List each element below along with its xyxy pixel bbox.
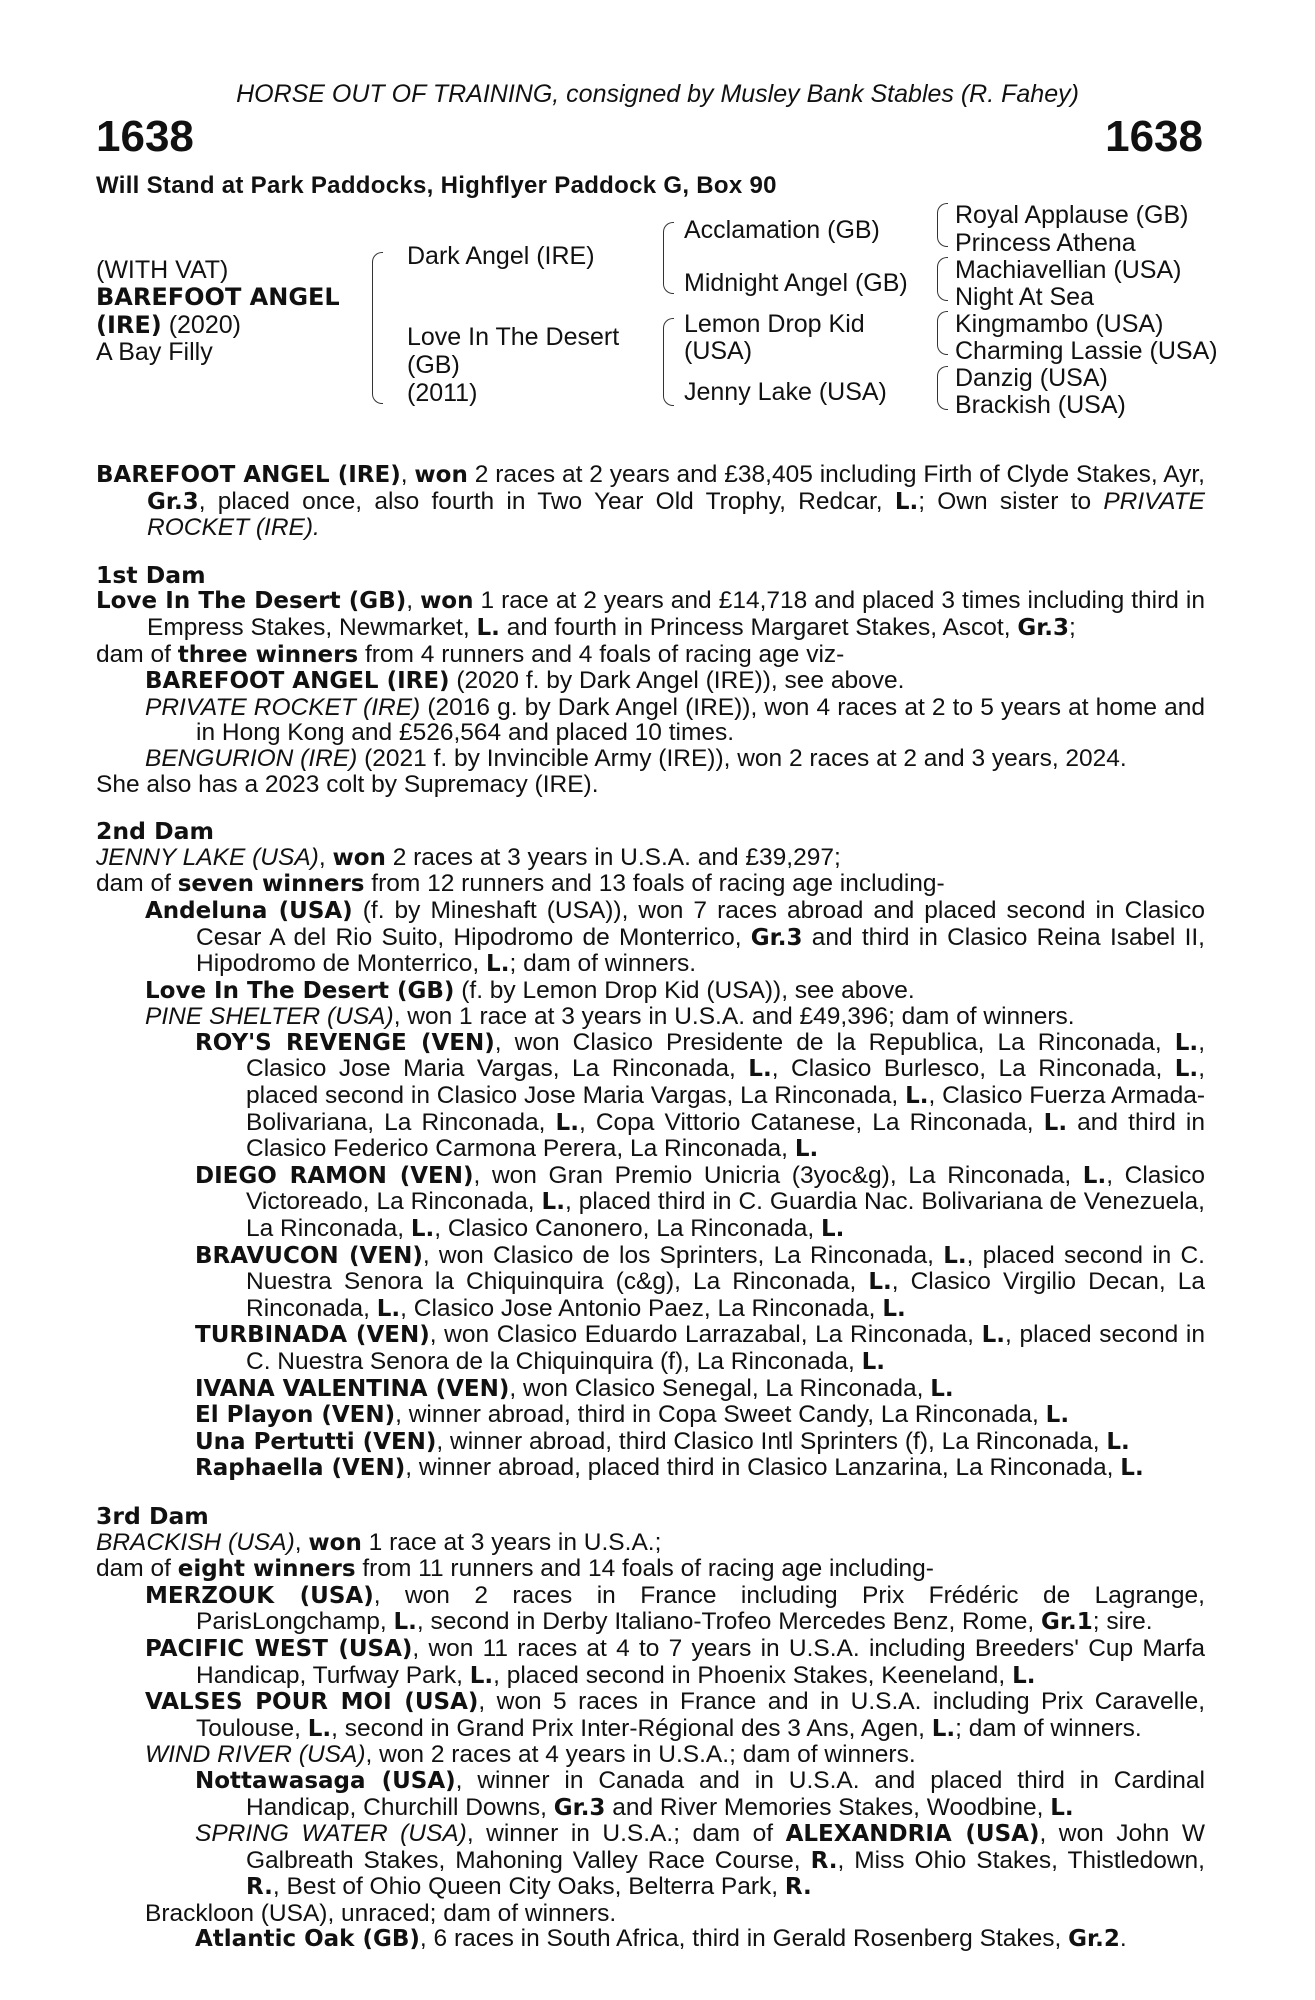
horse-description: A Bay Filly: [96, 338, 213, 366]
grandoffspring-spring-water: SPRING WATER (USA), winner in U.S.A.; dam of ALEXANDRIA (USA), won John W Galbreath Stakes, Mahoning Valley Race Course, R., Miss Ohio Stakes, Thistledown, R., Best of Ohio Queen City Oaks, Belterra Park, R.: [195, 1820, 1205, 1901]
grandoffspring-turbinada: TURBINADA (VEN), won Clasico Eduardo Larrazabal, La Rinconada, L., placed second in C. Nuestra Senora de la Chiquinquira (f), La Rinconada, L.: [195, 1321, 1205, 1375]
first-dam-offspring-1: BAREFOOT ANGEL (IRE) (2020 f. by Dark Angel (IRE)), see above.: [145, 667, 905, 695]
dam-dam: Jenny Lake (USA): [684, 378, 887, 406]
offspring-wind-river: WIND RIVER (USA), won 2 races at 4 years in U.S.A.; dam of winners.: [145, 1741, 916, 1769]
horse-name-country: (IRE) (2020): [96, 311, 241, 339]
second-dam-heading: 2nd Dam: [96, 817, 214, 846]
stand-location: Will Stand at Park Paddocks, Highflyer Paddock G, Box 90: [96, 172, 777, 199]
dam-dam-sire: Danzig (USA): [955, 364, 1108, 392]
grandoffspring-diego-ramon: DIEGO RAMON (VEN), won Gran Premio Unicria (3yoc&g), La Rinconada, L., Clasico Victoreado, La Rinconada, L., placed third in C. Guardia Nac. Bolivariana de Venezuela, La Rinconada, L., Clasico Canonero, La Rinconada, L.: [195, 1161, 1205, 1243]
dam-name-line2: (GB): [407, 351, 460, 379]
offspring-merzouk: MERZOUK (USA), won 2 races in France including Prix Frédéric de Lagrange, ParisLongchamp, L., second in Derby Italiano-Trofeo Mercedes Benz, Rome, Gr.1; sire.: [145, 1581, 1205, 1636]
dam-sire-sire: Kingmambo (USA): [955, 310, 1164, 338]
grandoffspring-ivana-valentina: IVANA VALENTINA (VEN), won Clasico Senegal, La Rinconada, L.: [195, 1374, 954, 1402]
first-dam-also: She also has a 2023 colt by Supremacy (IRE).: [96, 770, 599, 798]
horse-summary: BAREFOOT ANGEL (IRE), won 2 races at 2 years and £38,405 including Firth of Clyde Stakes, Ayr, Gr.3, placed once, also fourth in Two Year Old Trophy, Redcar, L.; Own sister to PRIVATE ROCKET (IRE).: [96, 461, 1205, 542]
sire-dam-dam: Night At Sea: [955, 283, 1094, 311]
brace-2: [937, 257, 948, 301]
grandoffspring-una-pertutti: Una Pertutti (VEN), winner abroad, third Clasico Intl Sprinters (f), La Rinconada, L.: [195, 1427, 1130, 1455]
lot-number-left: 1638: [96, 112, 194, 161]
first-dam-record: Love In The Desert (GB), won 1 race at 2 years and £14,718 and placed 3 times including third in Empress Stakes, Newmarket, L. and fourth in Princess Margaret Stakes, Ascot, Gr.3;: [96, 587, 1205, 641]
offspring-andeluna: Andeluna (USA) (f. by Mineshaft (USA)), won 7 races abroad and placed second in Clasico Cesar A del Rio Suito, Hipodromo de Monterrico, Gr.3 and third in Clasico Reina Isabel II, Hipodromo de Monterrico, L.; dam of winners.: [145, 896, 1205, 978]
sire-dam: Midnight Angel (GB): [684, 269, 908, 297]
dam-name-line3: (2011): [407, 379, 478, 407]
dam-dam-dam: Brackish (USA): [955, 391, 1126, 419]
sire-dam-sire: Machiavellian (USA): [955, 256, 1182, 284]
first-dam-offspring-3: BENGURION (IRE) (2021 f. by Invincible Army (IRE)), won 2 races at 2 and 3 years, 2024.: [145, 744, 1127, 772]
grandoffspring-el-playon: El Playon (VEN), winner abroad, third in Copa Sweet Candy, La Rinconada, L.: [195, 1401, 1070, 1429]
sire-parents-brace: [663, 222, 674, 294]
offspring-brackloon: Brackloon (USA), unraced; dam of winners.: [145, 1899, 617, 1927]
brace-1: [937, 203, 948, 247]
third-dam-produce-summary: dam of eight winners from 11 runners and 14 foals of racing age including-: [96, 1555, 934, 1583]
second-dam-produce-summary: dam of seven winners from 12 runners and 13 foals of racing age including-: [96, 870, 945, 898]
sire-sire: Acclamation (GB): [684, 216, 880, 244]
dam-parents-brace: [663, 318, 674, 406]
dam-sire-line2: (USA): [684, 337, 753, 365]
vat-label: (WITH VAT): [96, 256, 229, 284]
dam-sire-line1: Lemon Drop Kid: [684, 310, 865, 338]
grandoffspring-roys-revenge: ROY'S REVENGE (VEN), won Clasico Presidente de la Republica, La Rinconada, L., Clasico Jose Maria Vargas, La Rinconada, L., Clasico Burlesco, La Rinconada, L., placed second in Clasico Jose Maria Vargas, La Rinconada, L., Clasico Fuerza Armada-Bolivariana, La Rinconada, L., Copa Vittorio Catanese, La Rinconada, L. and third in Clasico Federico Carmona Perera, La Rinconada, L.: [195, 1028, 1206, 1163]
first-dam-offspring-2: PRIVATE ROCKET (IRE) (2016 g. by Dark Angel (IRE)), won 4 races at 2 to 5 years at home and in Hong Kong and £526,564 and placed 10 times.: [145, 693, 1206, 747]
catalogue-body: [96, 462, 1205, 1953]
brace-3: [937, 311, 948, 355]
grandoffspring-atlantic-oak: Atlantic Oak (GB), 6 races in South Africa, third in Gerald Rosenberg Stakes, Gr.2.: [195, 1925, 1127, 1953]
grandoffspring-raphaella: Raphaella (VEN), winner abroad, placed third in Clasico Lanzarina, La Rinconada, L.: [195, 1454, 1144, 1482]
consignment-header: HORSE OUT OF TRAINING, consigned by Musley Bank Stables (R. Fahey): [236, 80, 1079, 108]
dam-sire-dam: Charming Lassie (USA): [955, 337, 1218, 365]
dam-name-line1: Love In The Desert: [407, 323, 620, 351]
sire-dam-brace: [372, 252, 383, 404]
offspring-valses-pour-moi: VALSES POUR MOI (USA), won 5 races in France and in U.S.A. including Prix Caravelle, Toulouse, L., second in Grand Prix Inter-Régional des 3 Ans, Agen, L.; dam of winners.: [145, 1688, 1205, 1742]
sire-name: Dark Angel (IRE): [407, 242, 595, 270]
second-dam-record: JENNY LAKE (USA), won 2 races at 3 years in U.S.A. and £39,297;: [96, 843, 841, 871]
lot-number-right: 1638: [1105, 112, 1203, 161]
third-dam-heading: 3rd Dam: [96, 1501, 209, 1530]
first-dam-produce-summary: dam of three winners from 4 runners and 4 foals of racing age viz-: [96, 640, 845, 668]
third-dam-record: BRACKISH (USA), won 1 race at 3 years in U.S.A.;: [96, 1528, 662, 1556]
brace-4: [937, 366, 948, 410]
offspring-pine-shelter: PINE SHELTER (USA), won 1 race at 3 years in U.S.A. and £49,396; dam of winners.: [145, 1003, 1075, 1031]
offspring-love-in-the-desert: Love In The Desert (GB) (f. by Lemon Drop Kid (USA)), see above.: [145, 976, 915, 1004]
sire-sire-dam: Princess Athena: [955, 229, 1136, 257]
horse-name: BAREFOOT ANGEL: [96, 283, 340, 311]
grandoffspring-bravucon: BRAVUCON (VEN), won Clasico de los Sprinters, La Rinconada, L., placed second in C. Nuestra Senora la Chiquinquira (c&g), La Rinconada, L., Clasico Virgilio Decan, La Rinconada, L., Clasico Jose Antonio Paez, La Rinconada, L.: [195, 1241, 1206, 1322]
offspring-pacific-west: PACIFIC WEST (USA), won 11 races at 4 to 7 years in U.S.A. including Breeders' Cup Marfa Handicap, Turfway Park, L., placed second in Phoenix Stakes, Keeneland, L.: [145, 1634, 1206, 1689]
sire-sire-sire: Royal Applause (GB): [955, 201, 1189, 229]
grandoffspring-nottawasaga: Nottawasaga (USA), winner in Canada and in U.S.A. and placed third in Cardinal Handicap, Churchill Downs, Gr.3 and River Memories Stakes, Woodbine, L.: [195, 1766, 1205, 1821]
first-dam-heading: 1st Dam: [96, 560, 206, 589]
